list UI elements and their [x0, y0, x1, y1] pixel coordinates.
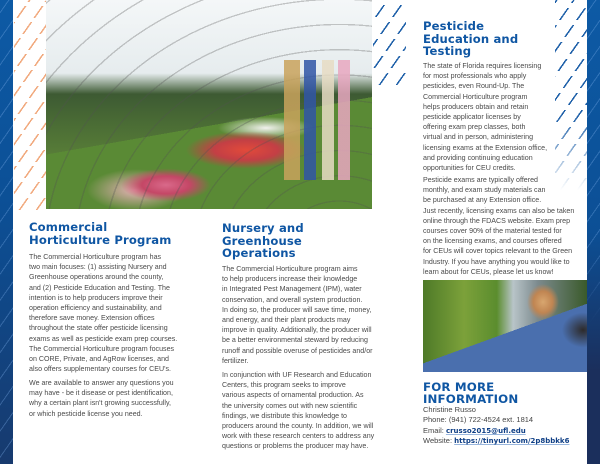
text-line: courses cover 90% of the material tested for — [423, 227, 562, 236]
text-line: The state of Florida requires licensing — [423, 62, 542, 70]
heading-line: Testing — [423, 44, 472, 59]
text-line: findings, we distribute this knowledge to — [222, 411, 347, 420]
text-line: Greenhouse operations around the county, — [29, 273, 164, 282]
text-line: be a better environmental steward by reducing — [222, 336, 368, 345]
nursery-operations-paragraph-2 — [222, 370, 404, 452]
contact-phone-row — [423, 415, 593, 425]
text-line: therefore save money. Extension offices — [29, 314, 155, 323]
text-line: be purchased at any Extension office. — [423, 196, 542, 205]
text-line: monthly, and exam study materials can — [423, 186, 546, 195]
email-label: Email: — [423, 425, 444, 435]
blue-dash-pattern-top — [373, 0, 406, 85]
text-line: conservation, and overall system production. — [222, 295, 363, 304]
text-line: online through the FDACS website. Exam prep — [423, 216, 571, 225]
text-line: for most professionals who apply — [423, 72, 527, 81]
pesticide-education-heading — [423, 20, 518, 58]
text-line: We are available to answer any questions you — [29, 379, 174, 387]
text-line: for CEUs will cover topics relevant to the Green — [423, 247, 573, 256]
text-line: opportunities for CEU credits. — [423, 164, 516, 173]
text-line: producers around the county. In addition, we will — [222, 422, 374, 431]
text-line: In doing so, the producer will save time, money, — [222, 305, 372, 314]
heading-line: INFORMATION — [423, 392, 519, 406]
commercial-program-heading — [29, 221, 172, 246]
heading-line: Nursery and — [222, 221, 304, 235]
text-line: exams as well as pesticide exam prep courses. — [29, 334, 178, 343]
commercial-program-paragraph-2 — [29, 378, 209, 419]
text-line: two main focuses: (1) assisting Nursery and — [29, 263, 167, 272]
text-line: throughout the state offer pesticide licensing — [29, 324, 168, 333]
text-line: offering exam prep classes, both — [423, 123, 526, 132]
nursery-operations-paragraph-1 — [222, 264, 404, 366]
text-line: the university comes out with new scientific — [222, 401, 358, 410]
text-line: on the licensing exams, and courses offered — [423, 237, 562, 246]
more-info-heading — [423, 381, 518, 405]
text-line: learn about for CEUs, please let us know! — [423, 267, 554, 276]
text-line: licensing exams at the Extension office, — [423, 143, 548, 152]
text-line: pesticide applicator licenses by — [423, 113, 521, 122]
contact-details — [423, 405, 593, 447]
pesticide-education-paragraph-1 — [423, 61, 587, 173]
text-line: work with these research centers to address any — [222, 432, 375, 441]
text-line: Centers, this program seeks to improve — [222, 381, 346, 390]
text-line: may have - be it disease or pest identification, — [29, 389, 173, 398]
text-line: on CORE, Private, and AgRow licenses, and — [29, 355, 169, 364]
plants-inspection-photo — [423, 280, 587, 372]
website-label: Website: — [423, 436, 453, 446]
heading-line: Commercial — [29, 220, 108, 234]
text-line: to help producers increase their knowledge — [222, 275, 358, 284]
text-line: and (2) Pesticide Education and Testing. The — [29, 283, 170, 292]
text-line: in Integrated Pest Management (IPM), water — [222, 285, 362, 294]
text-line: fertilizer. — [222, 356, 249, 365]
text-line: Commercial Horticulture program — [423, 92, 528, 101]
contact-website-row — [423, 436, 593, 446]
text-line: questions or problems the producer may have. — [222, 442, 369, 451]
heading-line: Greenhouse — [222, 233, 302, 248]
text-line: and providing continuing education — [423, 153, 533, 162]
text-line: improve in quality. Additionally, the producer will — [222, 326, 372, 335]
text-line: and energy, and their plant products may — [222, 316, 351, 325]
heading-line: FOR MORE — [423, 380, 495, 394]
text-line: runoff and possible overuse of pesticides and/or — [222, 346, 373, 355]
text-line: helps producers obtain and retain — [423, 102, 529, 111]
nursery-operations-heading — [222, 222, 304, 260]
pesticide-education-paragraph-2 — [423, 175, 593, 277]
text-line: Pesticide exams are typically offered — [423, 176, 538, 184]
text-line: The Commercial Horticulture program aims — [222, 265, 358, 273]
text-line: why a certain plant isn't growing successfully, — [29, 399, 171, 408]
phone-number: (941) 722-4524 ext. 1814 — [448, 415, 534, 425]
greenhouse-photo — [46, 0, 372, 209]
heading-line: Horticulture Program — [29, 232, 172, 247]
contact-email-row — [423, 426, 593, 436]
visitor-group — [278, 60, 358, 180]
text-line: Just recently, licensing exams can also be taken — [423, 206, 575, 215]
heading-line: Operations — [222, 246, 296, 261]
text-line: virtual and in person, administering — [423, 133, 534, 142]
text-line: various aspects of ornamental production. As — [222, 391, 364, 400]
website-link[interactable]: https://tinyurl.com/2p8bbkk6 — [454, 437, 570, 446]
text-line: or which pesticide license you need. — [29, 409, 143, 418]
text-line: The Commercial Horticulture program focuses — [29, 344, 175, 353]
text-line: pesticides, even Round-Up. The — [423, 82, 525, 91]
left-decorative-stripe — [0, 0, 13, 464]
heading-line: Pesticide — [423, 19, 485, 33]
text-line: intention is to help producers improve their — [29, 293, 163, 302]
text-line: operation efficiency and sustainability, and — [29, 304, 162, 313]
heading-line: Education and — [423, 31, 519, 46]
commercial-program-paragraph-1 — [29, 252, 209, 374]
phone-label: Phone: — [423, 415, 447, 425]
text-line: Industry. If you have anything you would like to — [423, 257, 570, 266]
text-line: The Commercial Horticulture program has — [29, 253, 162, 261]
contact-name: Christine Russo — [423, 405, 476, 414]
text-line: also offers supplementary courses for CEU's. — [29, 365, 171, 374]
text-line: In conjunction with UF Research and Education — [222, 371, 372, 379]
orange-dash-pattern — [14, 0, 46, 210]
email-link[interactable]: crusso2015@ufl.edu — [445, 426, 526, 435]
